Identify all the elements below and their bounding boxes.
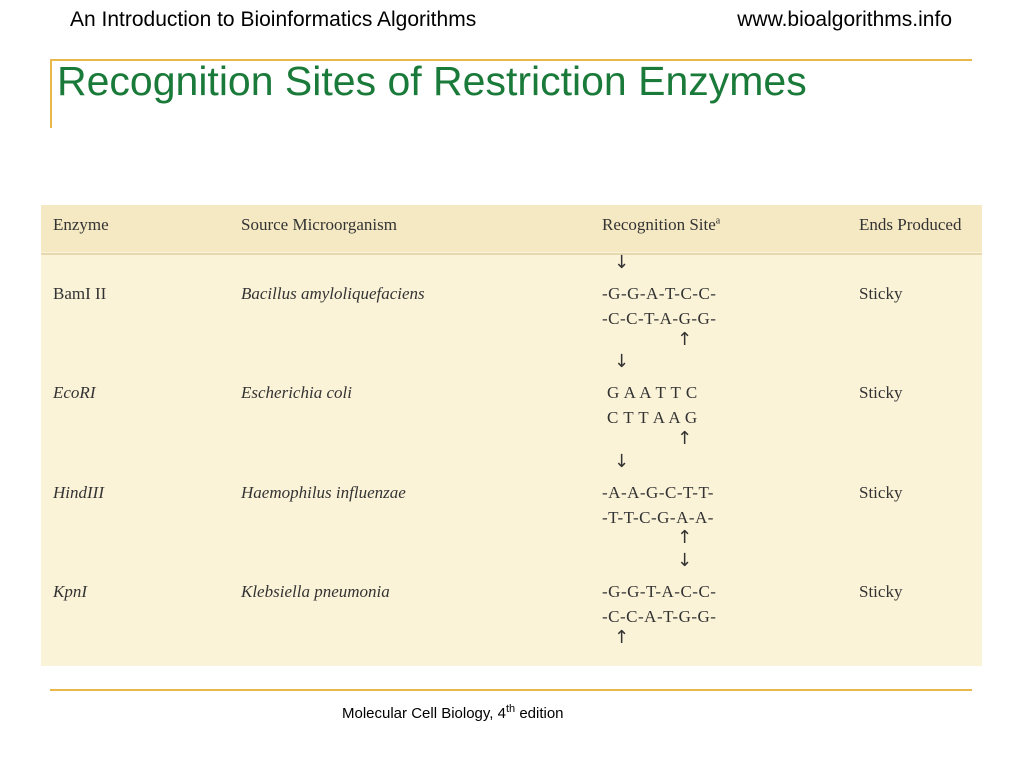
source-organism: Haemophilus influenzae bbox=[241, 483, 406, 502]
sequence-bottom-strand: -C-C-A-T-G-G- bbox=[602, 607, 717, 626]
column-header-enzyme: Enzyme bbox=[53, 215, 109, 234]
enzyme-name: EcoRI bbox=[53, 383, 96, 402]
sequence-bottom-strand: -C-C-T-A-G-G- bbox=[602, 309, 717, 328]
footnote-marker: a bbox=[715, 215, 721, 227]
table-header bbox=[41, 205, 982, 252]
restriction-enzyme-table bbox=[41, 205, 982, 666]
column-header-recognition-site: Recognition Site$^a$ bbox=[602, 215, 721, 234]
footer-suffix: edition bbox=[515, 705, 564, 722]
bottom-rule bbox=[50, 689, 972, 691]
ends-produced: Sticky bbox=[859, 284, 903, 303]
website-url: www.bioalgorithms.info bbox=[737, 8, 952, 31]
source-organism: Klebsiella pneumonia bbox=[241, 582, 390, 601]
column-header-ends: Ends Produced bbox=[859, 215, 962, 234]
course-title: An Introduction to Bioinformatics Algorithms bbox=[70, 8, 477, 31]
sequence-top-strand: -G-G-T-A-C-C- bbox=[602, 582, 717, 601]
source-organism: Escherichia coli bbox=[241, 383, 352, 402]
cut-arrow-down-icon: ↓ bbox=[614, 451, 630, 472]
footer-sup: th bbox=[505, 703, 516, 715]
cut-arrow-up-icon: ↑ bbox=[677, 329, 693, 350]
ends-produced: Sticky bbox=[859, 483, 903, 502]
enzyme-name: BamI II bbox=[53, 284, 107, 303]
sequence-top-strand: -G-G-A-T-C-C- bbox=[602, 284, 717, 303]
column-header-source: Source Microorganism bbox=[241, 215, 397, 234]
cut-arrow-up-icon: ↑ bbox=[677, 428, 693, 449]
enzyme-name: KpnI bbox=[53, 582, 87, 601]
source-organism: Bacillus amyloliquefaciens bbox=[241, 284, 425, 303]
cut-arrow-up-icon: ↑ bbox=[614, 627, 630, 648]
cut-arrow-down-icon: ↓ bbox=[677, 550, 693, 571]
cut-arrow-down-icon: ↓ bbox=[614, 351, 630, 372]
slide-title: Recognition Sites of Restriction Enzymes bbox=[57, 58, 807, 104]
sequence-top-strand: G A A T T C bbox=[607, 383, 698, 402]
side-rule bbox=[50, 59, 52, 128]
footer-text: Molecular Cell Biology, 4 bbox=[342, 705, 506, 722]
cut-arrow-up-icon: ↑ bbox=[677, 527, 693, 548]
ends-produced: Sticky bbox=[859, 582, 903, 601]
sequence-bottom-strand: -T-T-C-G-A-A- bbox=[602, 508, 714, 527]
enzyme-name: HindIII bbox=[53, 483, 104, 502]
ends-produced: Sticky bbox=[859, 383, 903, 402]
footer-citation bbox=[342, 703, 564, 722]
header-divider bbox=[41, 253, 982, 255]
cut-arrow-down-icon: ↓ bbox=[614, 252, 630, 273]
sequence-bottom-strand: C T T A A G bbox=[607, 408, 698, 427]
sequence-top-strand: -A-A-G-C-T-T- bbox=[602, 483, 714, 502]
